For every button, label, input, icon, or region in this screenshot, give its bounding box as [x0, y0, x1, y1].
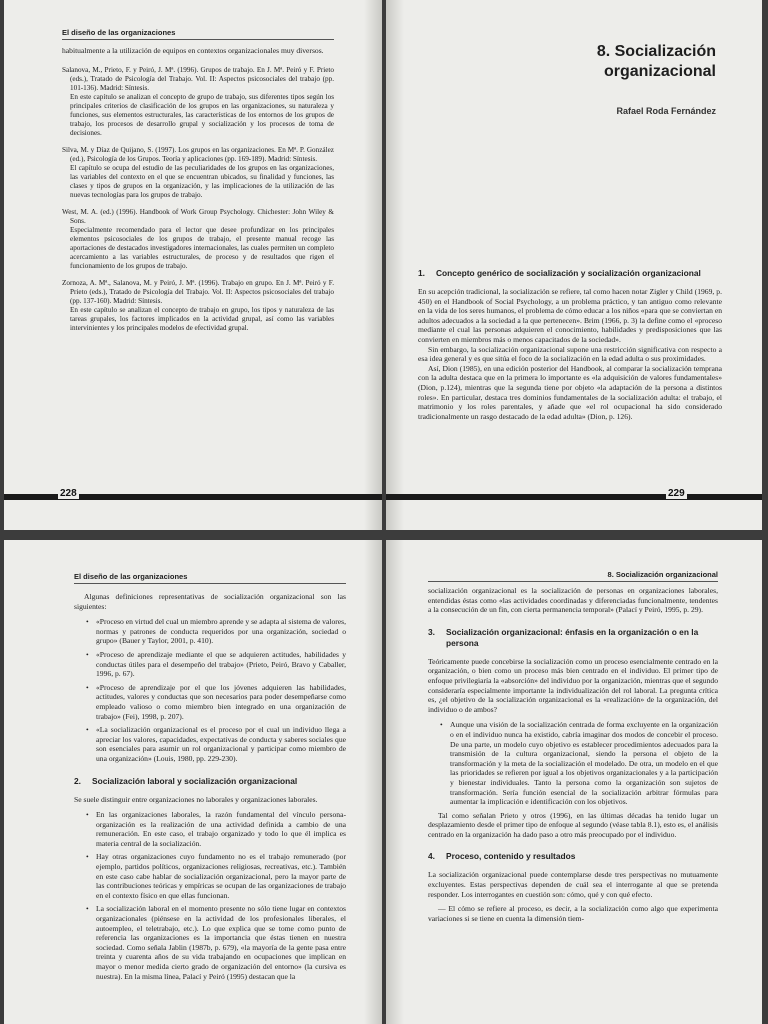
definition-list: [74, 617, 346, 763]
list-item: • En las organizaciones laborales, la razón fundamental del vínculo persona-organización es la realización de una actividad definida a cambio de una remuneración. En este caso, el trabajo organizado y todo lo que él implica es materia central de la socialización.: [86, 810, 346, 848]
section-heading: [418, 268, 722, 279]
folio-bar: [386, 494, 762, 500]
continued-text: habitualmente a la utilización de equipos en contextos organizacionales muy diversos.: [62, 46, 324, 55]
section-heading: [428, 851, 718, 862]
page-number: 228: [60, 488, 77, 499]
reference-entry: Zornoza, A. Mª., Salanova, M. y Peiró, J. Mª. (1996). Trabajo en grupo. En J. Mª. Peiró y F. Prieto (eds.), Tratado de Psicología del Trabajo. Vol. II: Aspectos psicosociales del trabajo (pp. 137-160). Madrid: Síntesis.: [62, 278, 334, 305]
reference-note: En este capítulo se analizan el concepto de trabajo en grupo, los tipos y naturaleza de las tareas grupales, los factores implicados en la actividad grupal, así como las variables intervinientes y los principales modelos de efectividad grupal.: [70, 305, 334, 332]
section-title: Socialización organizacional: énfasis en la organización o en la persona: [446, 626, 699, 648]
reference-item: [62, 279, 334, 333]
list-item: • «La socialización organizacional es el proceso por el cual un individuo llega a apreciar los valores, capacidades, expectativas de conducta y saberes sociales que son esenciales para asumir un rol organizacional y participar como miembro de una organización» (Louis, 1980, pp. 229-230).: [86, 725, 346, 763]
page-bottom-right: [386, 540, 762, 1024]
section-number: 1.: [418, 268, 425, 278]
page-gutter-shadow: [386, 0, 404, 530]
paragraph: — El cómo se refiere al proceso, es decir, a la socialización como algo que experimenta variaciones si se tiene en cuenta la dimensión tiem-: [428, 904, 718, 923]
section-heading: [74, 776, 346, 787]
running-header: El diseño de las organizaciones: [74, 572, 346, 584]
reference-entry: Salanova, M., Prieto, F. y Peiró, J. Mª. (1996). Grupos de trabajo. En J. Mª. Peiró y F. Prieto (eds.), Tratado de Psicología del Trabajo. Vol. II: Aspectos psicosociales del trabajo (pp. 101-136). Madrid: Síntesis.: [62, 65, 334, 92]
section-number: 3.: [428, 626, 435, 637]
section-number: 2.: [74, 775, 81, 786]
page-gutter-shadow: [386, 540, 404, 1024]
paragraph: Algunas definiciones representativas de socialización organizacional son las siguientes:: [74, 592, 346, 611]
page-gutter-shadow: [364, 0, 382, 530]
list-item: • Hay otras organizaciones cuyo fundamento no es el trabajo remunerado (por ejemplo, partidos políticos, organizaciones religiosas, recreativas, etc.). También en este caso cabe hablar de socialización organizacional, pero la mayor parte de las contribuciones teóricas y empíricas se ocupan de las organizaciones de trabajo en el contexto físico en que ellas funcionan.: [86, 852, 346, 900]
list-item: • «Proceso de aprendizaje mediante el que se adquieren actitudes, habilidades y conductas útiles para el desempeño del trabajo» (Prieto, Peiró, Bravo y Caballer, 1996, p. 67).: [86, 650, 346, 679]
reference-note: El capítulo se ocupa del estudio de las peculiaridades de los grupos en las organizaciones, las variables del contexto en el que se encuentran ubicados, su finalidad y funciones, las clases y tipos de grupos en la organización, y las implicaciones de la utilización de las nuevas tecnologías para los grupos de trabajo.: [70, 163, 334, 199]
paragraph: Teóricamente puede concebirse la socialización como un proceso esencialmente centrado en la organización, o bien como un proceso más bien centrado en el individuo. El primer tipo de enfoque privilegiaría la «absorción» del individuo por la organización, mientras que el segundo consideraría especialmente importante la individualización del rol laboral. La pregunta crítica es, ¿el objetivo de la socialización organizacional es la «realización» de la organización, del individuo o de ambos?: [428, 656, 718, 714]
reference-item: [62, 208, 334, 271]
paragraph: Tal como señalan Prieto y otros (1996), en las últimas décadas ha tenido lugar un desplazamiento desde el primer tipo de enfoque al segundo (véase tabla 8.1), esto es, el análisis centrado en la organización ha dado paso a otro más preocupado por el individuo.: [428, 810, 718, 839]
reference-note: Especialmente recomendado para el lector que desee profundizar en los principales elementos psicosociales de los grupos de trabajo, el presente manual recoge las aportaciones de destacados investigadores internacionales, las cuales permiten un completo acercamiento a las variables estructurales, de proceso y de resultados que rigen el funcionamiento de los grupos de trabajo.: [70, 225, 334, 270]
paragraph: Así, Dion (1985), en una edición posterior del Handbook, al comparar la socialización temprana con la adulta destaca que en la primera lo importante es «la adquisición de valores fundamentales» (Dion, p.124), mientras que la segunda tiene por objeto «la adaptación de la persona a distintos roles». En particular, destaca tres dominios fundamentales de la socialización adulta: el trabajo, el matrimonio y los roles parentales, y añade que «el rol ocupacional ha sido considerado tradicionalmente un rasgo destacado de la edad adulta» (Dion, p. 126).: [418, 363, 722, 421]
page-228: [4, 0, 382, 530]
running-header: 8. Socialización organizacional: [428, 570, 718, 582]
section-number: 4.: [428, 851, 435, 862]
reference-entry: Silva, M. y Díaz de Quijano, S. (1997). Los grupos en las organizaciones. En Mª. P. González (ed.), Psicología de los Grupos. Teoría y aplicaciones (pp. 169-189). Madrid: Síntesis.: [62, 145, 334, 163]
page-gutter-shadow: [364, 540, 382, 1024]
chapter-title: [516, 42, 716, 62]
chapter-author: Rafael Roda Fernández: [616, 106, 716, 116]
reference-item: [62, 66, 334, 138]
model-list: [428, 720, 718, 806]
running-header: El diseño de las organizaciones: [62, 28, 334, 40]
list-item: • La socialización laboral en el momento presente no sólo tiene lugar en contextos organizacionales (piénsese en la actividad de los profesionales liberales, el autoempleo, el teletrabajo, etc.). Lo que explica que se tome como punto de referencia las organizaciones es la importancia que éstas tienen en nuestra sociedad. Como señala Jablin (1987b, p. 679), «la mayoría de la gente pasa entre treinta y cuarenta años de su vida trabajando en ocupaciones que implican en mayor o menor medida cierto grado de organización del entorno» (la cursiva es nuestra). En la misma línea, Palací y Peiró (1995) destacan que la: [86, 904, 346, 981]
list-item: • Aunque una visión de la socialización centrada de forma excluyente en la organización o en el individuo nunca ha existido, cabría imaginar dos modos de concebir el proceso. De una parte, un modelo cuyo objetivo es establecer procedimientos adecuados para la transmisión de la cultura organizacional, siendo la persona el objeto de la transformación y la meta de la socialización el modelado. De otra, un modelo en el que las prioridades se refieren por igual a los objetivos organizacionales y a la participación y bienestar individuales. Tanto la persona como la organización son sujetos de transformación. Sería función esencial de la socialización arbitrar fórmulas para aumentar la implicación e identificación con los objetivos.: [440, 720, 718, 806]
organization-type-list: [74, 810, 346, 981]
section-heading: [428, 627, 718, 649]
paragraph: La socialización organizacional puede contemplarse desde tres perspectivas no mutuamente excluyentes. Estas perspectivas dependen de cuál sea el interrogante al que se pretenda responder. Los interrogantes en cuestión son: cómo, qué y con qué efecto.: [428, 870, 718, 899]
page-bottom-left: [4, 540, 382, 1024]
section-title: Socialización laboral y socialización organizacional: [92, 775, 298, 786]
reference-item: [62, 146, 334, 200]
reference-note: En este capítulo se analizan el concepto de grupo de trabajo, sus diferentes tipos según los principales criterios de clasificación de los grupos en las organizaciones, su naturaleza y funciones, sus elementos estructurales, las características de los entornos de los grupos de trabajo, los procesos de desarrollo grupal y socialización y los procesos de toma de decisiones.: [70, 92, 334, 137]
reference-entry: West, M. A. (ed.) (1996). Handbook of Work Group Psychology. Chichester: John Wiley & Sons.: [62, 207, 334, 225]
continued-text: socialización organizacional es la socialización de personas en organizaciones laborales, entendidas éstas como «las actividades coordinadas y diferenciadas funcionalmente, tendentes a la consecución de un fin, con cierta permanencia temporal» (Palací y Peiró, 1995, p. 29).: [428, 586, 718, 615]
paragraph: En su acepción tradicional, la socialización se refiere, tal como hacen notar Zigler y Child (1969, p. 450) en el Handbook of Social Psychology, a un problema práctico, y tan antiguo como relevante en la vida de los seres humanos, el problema de cómo educar a los niños «para que se conviertan en adultos adecuados a la sociedad a la que pertenecen». Brim (1966, p. 3) la define como el «proceso mediante el cual las personas adquieren el conocimiento, habilidades y predisposiciones que las convierten en miembros más o menos capacitados de la sociedad».: [418, 287, 722, 344]
chapter-title-line-1: Socialización: [614, 43, 716, 60]
page-229: [386, 0, 762, 530]
section-title: Concepto genérico de socialización y socialización organizacional: [436, 268, 701, 278]
chapter-title-line-2: organizacional: [603, 63, 716, 80]
list-item: • «Proceso de aprendizaje por el que los jóvenes adquieren las habilidades, actitudes, valores y conductas que son necesarios para poder desempeñarse como empleado valioso o como miembro bien integrado en una organización de trabajo» (Fei), 1998, p. 207).: [86, 683, 346, 721]
section-title: Proceso, contenido y resultados: [446, 851, 576, 862]
list-item: • «Proceso en virtud del cual un miembro aprende y se adapta al sistema de valores, normas y patrones de conducta requeridos por una organización, sociedad o grupo» (Bauer y Taylor, 2001, p. 410).: [86, 617, 346, 646]
page-number: 229: [668, 488, 685, 499]
paragraph: Se suele distinguir entre organizaciones no laborales y organizaciones laborales.: [74, 794, 318, 804]
chapter-number: 8.: [596, 43, 611, 60]
paragraph: Sin embargo, la socialización organizacional supone una restricción significativa con respecto a esa idea general y es que sitúa el foco de la socialización en la edad adulta o sus proximidades.: [418, 344, 722, 364]
